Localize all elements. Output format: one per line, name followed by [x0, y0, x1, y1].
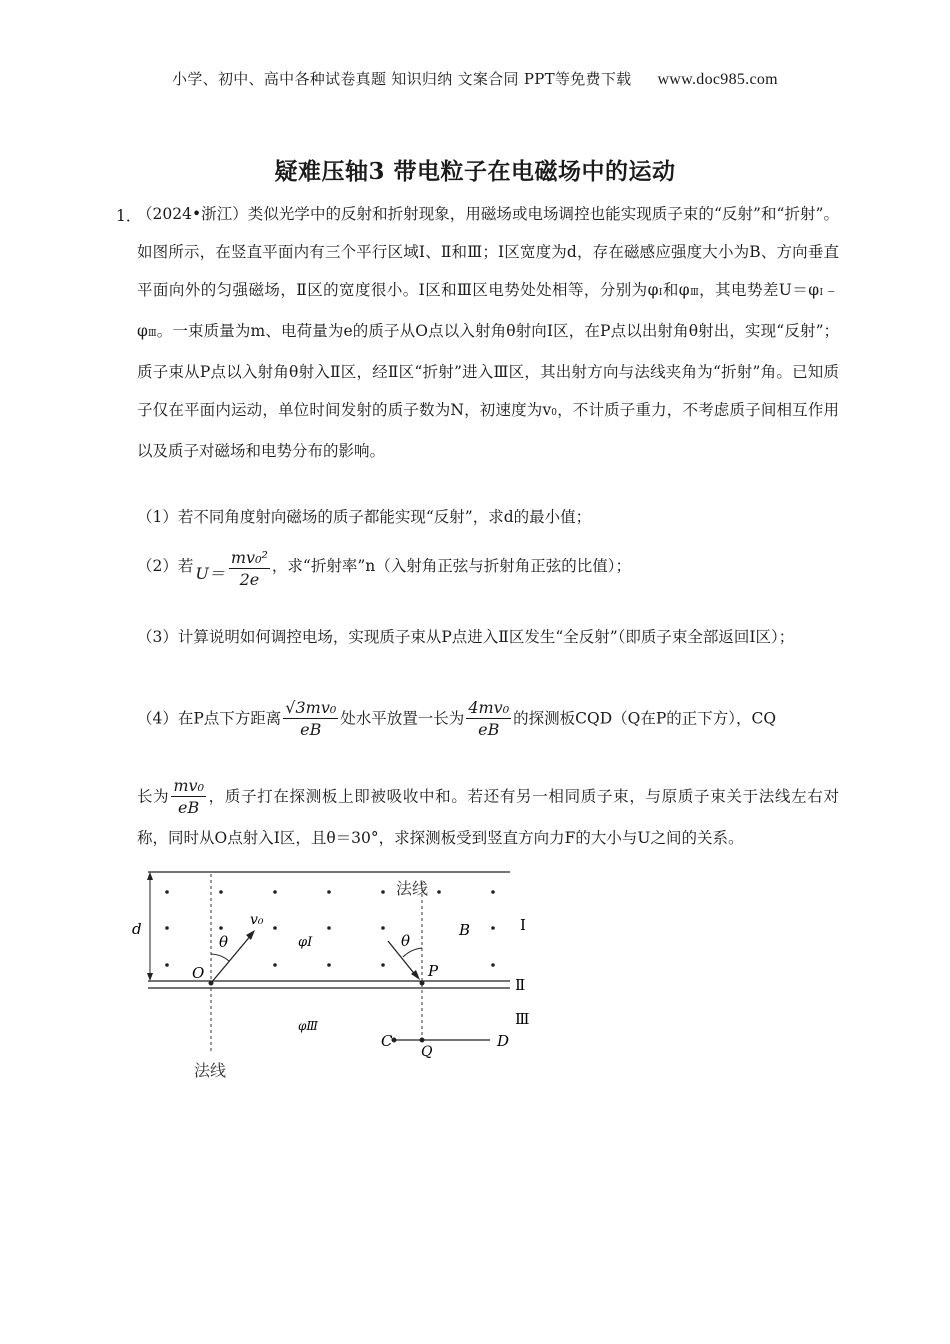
- label-Q: Q: [421, 1044, 433, 1060]
- point-Q: [420, 1038, 425, 1043]
- header-text: 小学、初中、高中各种试卷真题 知识归纳 文案合同 PPT等免费下载: [172, 70, 632, 88]
- question-number: 1．: [116, 207, 142, 225]
- label-theta-P: θ: [401, 932, 411, 950]
- label-region-2: Ⅱ: [515, 976, 526, 994]
- velocity-arrow-head: [246, 930, 255, 940]
- label-phi3: φⅢ: [298, 1019, 318, 1033]
- physics-diagram: [130, 862, 550, 1082]
- d-arrow-bottom: [147, 973, 153, 981]
- page-title: 疑难压轴3 带电粒子在电磁场中的运动: [274, 158, 676, 185]
- theta-arc-O: [211, 954, 229, 961]
- point-P: [420, 981, 425, 986]
- header-url[interactable]: www.doc985.com: [657, 71, 778, 88]
- label-region-3: Ⅲ: [515, 1010, 530, 1028]
- velocity-arrow: [211, 934, 252, 983]
- label-normal-O: 法线: [194, 1061, 227, 1080]
- question-intro: （2024•浙江）类似光学中的反射和折射现象，用磁场或电场调控也能实现质子束的“反射”和“折射”。如图所示，在竖直平面内有三个平行区域Ⅰ、Ⅱ和Ⅲ；Ⅰ区宽度为d，存在磁感应强度大小为B、方向垂直平面向外的匀强磁场，Ⅱ区的宽度很小。Ⅰ区和Ⅲ区电势处处相等，分别为φⅠ和φⅢ，其电势差U＝φⅠ﹣φⅢ。一束质量为m、电荷量为e的质子从O点以入射角θ射向Ⅰ区，在P点以出射角θ射出，实现“反射”；质子束从P点以入射角θ射入Ⅱ区，经Ⅱ区“折射”进入Ⅲ区，其出射方向与法线夹角为“折射”角。已知质子仅在平面内运动，单位时间发射的质子数为N，初速度为v0，不计质子重力，不考虑质子间相互作用以及质子对磁场和电势分布的影响。: [137, 205, 839, 460]
- label-region-1: Ⅰ: [520, 916, 526, 934]
- label-D: D: [497, 1032, 510, 1050]
- question-part-1: （1）若不同角度射向磁场的质子都能实现“反射”，求d的最小值；: [137, 508, 592, 526]
- label-normal-P: 法线: [396, 879, 429, 898]
- point-O: [209, 981, 214, 986]
- label-theta-O: θ: [219, 933, 229, 951]
- label-v0: v₀: [250, 912, 264, 928]
- question-part-3: （3）计算说明如何调控电场，实现质子束从P点进入Ⅱ区发生“全反射”（即质子束全部返回Ⅰ区）；: [137, 628, 795, 646]
- label-O: O: [192, 964, 205, 982]
- question-part-4-line1: （4）在P点下方距离 $\frac{\text{√3mv₀}}{eB}$ 处水平放置一长为 $\frac{\text{4mv₀}}{eB}$ 的探测板CQD（Q在P的正下方），CQ: [137, 698, 777, 739]
- label-C: C: [381, 1032, 393, 1050]
- label-P: P: [428, 962, 439, 980]
- page-header: [0, 68, 950, 89]
- d-arrow-top: [147, 872, 153, 880]
- label-phi1: φⅠ: [298, 935, 313, 950]
- label-B: B: [459, 921, 471, 939]
- label-d: d: [132, 920, 142, 938]
- magnetic-field-dots: [165, 890, 495, 967]
- question-part-4-rest: 长为 $\frac{\text{mv₀}}{eB}$ ，质子打在探测板上即被吸收中和。若还有另一相同质子束，与原质子束关于法线左右对称，同时从O点射入Ⅰ区，且θ＝30°，求探测板受到竖直方向力F的大小与U之间的关系。: [137, 776, 839, 847]
- question-part-2: （2）若 U＝ $\frac{\text{mv₀²}}{2e}$ ，求“折射率”n（入射角正弦与折射角正弦的比值）；: [137, 548, 632, 589]
